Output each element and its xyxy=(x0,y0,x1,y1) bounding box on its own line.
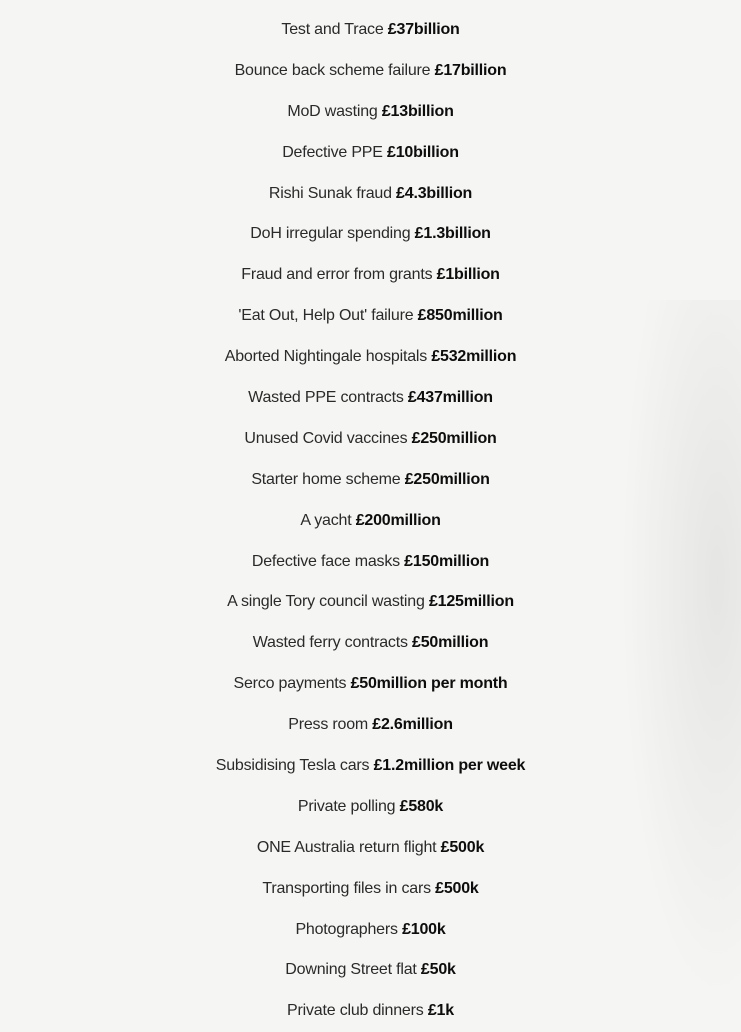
item-label: Subsidising Tesla cars xyxy=(215,757,370,775)
list-item xyxy=(0,623,741,664)
list-item xyxy=(0,501,741,542)
item-amount: £125million xyxy=(428,593,514,611)
item-amount: £500k xyxy=(435,879,479,897)
item-label: Downing Street flat xyxy=(285,961,417,979)
item-label: Starter home scheme xyxy=(251,470,401,488)
item-label: DoH irregular spending xyxy=(250,225,411,243)
item-label: Wasted PPE contracts xyxy=(248,389,404,407)
item-label: Rishi Sunak fraud xyxy=(268,184,392,202)
list-item xyxy=(0,174,741,215)
item-label: Press room xyxy=(288,716,369,734)
list-item xyxy=(0,214,741,255)
item-amount: £17billion xyxy=(434,61,507,79)
item-label: ONE Australia return flight xyxy=(256,838,437,856)
item-label: Photographers xyxy=(295,920,398,938)
item-label: Unused Covid vaccines xyxy=(244,429,408,447)
item-amount: £250million xyxy=(411,429,497,447)
list-item xyxy=(0,378,741,419)
spending-list xyxy=(0,10,741,1032)
list-item xyxy=(0,296,741,337)
list-item xyxy=(0,542,741,583)
list-item xyxy=(0,705,741,746)
list-item xyxy=(0,910,741,951)
item-amount: £2.6million xyxy=(372,716,453,734)
item-amount: £50million per month xyxy=(350,675,508,693)
item-label: Defective PPE xyxy=(282,143,383,161)
list-item xyxy=(0,337,741,378)
item-amount: £500k xyxy=(440,838,485,856)
item-amount: £1k xyxy=(427,1002,454,1020)
item-label: Transporting files in cars xyxy=(262,879,431,897)
item-amount: £532million xyxy=(431,348,517,366)
list-item xyxy=(0,869,741,910)
list-item xyxy=(0,419,741,460)
item-amount: £580k xyxy=(399,797,444,815)
item-amount: £50k xyxy=(420,961,456,979)
item-amount: £1.2million per week xyxy=(373,757,526,775)
item-amount: £13billion xyxy=(381,102,454,120)
list-item xyxy=(0,746,741,787)
list-item xyxy=(0,582,741,623)
list-item xyxy=(0,92,741,133)
list-item xyxy=(0,991,741,1032)
list-item xyxy=(0,10,741,51)
item-label: A yacht xyxy=(300,511,352,529)
item-amount: £1billion xyxy=(436,266,500,284)
list-item xyxy=(0,255,741,296)
list-item xyxy=(0,460,741,501)
item-amount: £10billion xyxy=(387,143,459,161)
list-item xyxy=(0,950,741,991)
list-item xyxy=(0,664,741,705)
item-amount: £150million xyxy=(404,552,490,570)
item-label: 'Eat Out, Help Out' failure xyxy=(238,307,414,325)
item-amount: £1.3billion xyxy=(414,225,491,243)
item-label: Aborted Nightingale hospitals xyxy=(224,348,428,366)
list-item xyxy=(0,787,741,828)
item-amount: £100k xyxy=(402,920,446,938)
item-label: Serco payments xyxy=(233,675,347,693)
list-item xyxy=(0,133,741,174)
item-amount: £437million xyxy=(407,389,493,407)
item-label: Bounce back scheme failure xyxy=(234,61,431,79)
item-label: Wasted ferry contracts xyxy=(252,634,408,652)
item-label: A single Tory council wasting xyxy=(227,593,425,611)
item-amount: £4.3billion xyxy=(396,184,473,202)
item-amount: £850million xyxy=(417,307,503,325)
list-item xyxy=(0,51,741,92)
item-label: Private polling xyxy=(297,797,396,815)
item-amount: £250million xyxy=(404,470,490,488)
item-label: Private club dinners xyxy=(287,1002,424,1020)
item-label: Test and Trace xyxy=(281,21,384,38)
item-label: Defective face masks xyxy=(251,552,400,570)
item-label: Fraud and error from grants xyxy=(241,266,433,284)
item-amount: £50million xyxy=(412,634,489,652)
item-label: MoD wasting xyxy=(287,102,378,120)
list-item xyxy=(0,828,741,869)
item-amount: £37billion xyxy=(387,21,460,38)
item-amount: £200million xyxy=(355,511,441,529)
